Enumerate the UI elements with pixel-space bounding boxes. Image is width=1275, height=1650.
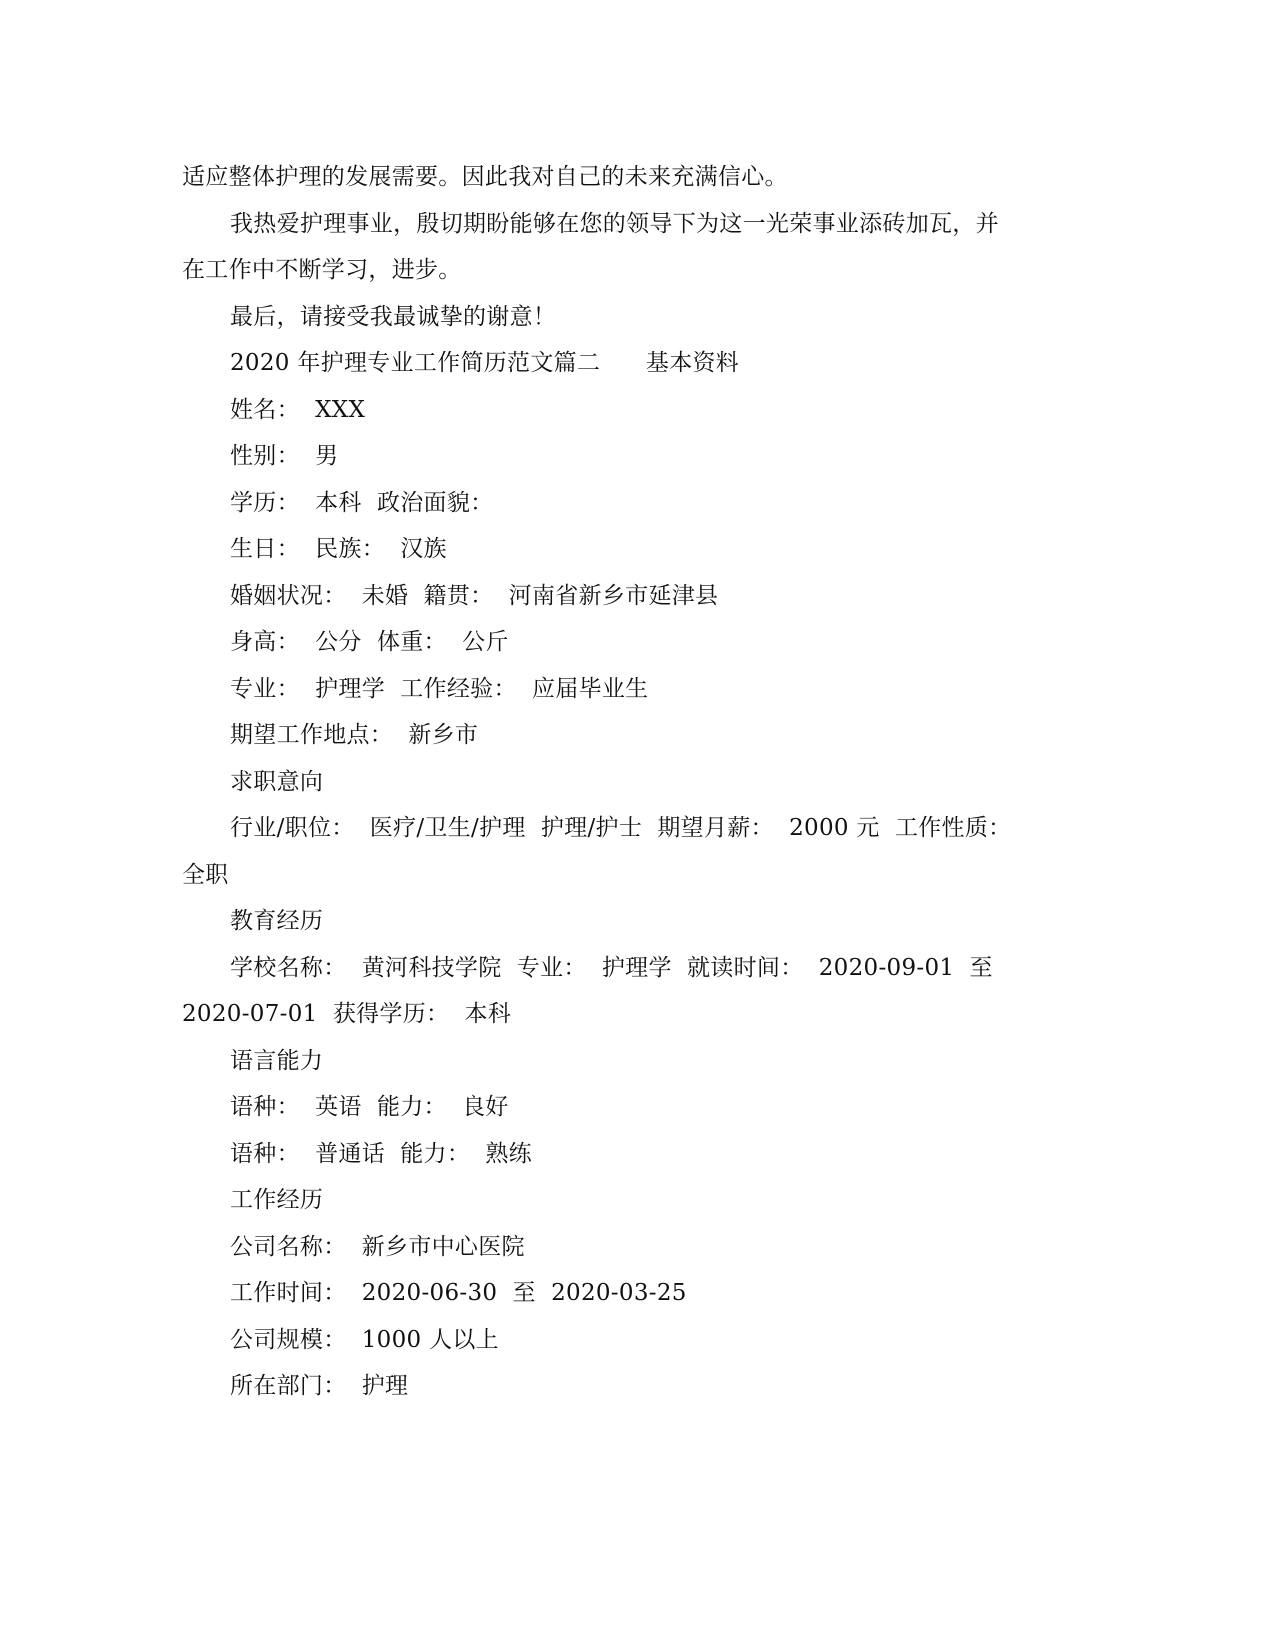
field-department: 所在部门： 护理: [230, 1373, 409, 1399]
section-heading-language: 语言能力: [230, 1047, 324, 1074]
field-work-type-value: 全职: [182, 861, 229, 888]
field-school: 学校名称： 黄河科技学院 专业： 护理学 就读时间： 2020-09-01 至: [230, 954, 993, 981]
field-gender: 性别： 男: [230, 443, 339, 469]
field-company-name: 公司名称： 新乡市中心医院: [230, 1233, 525, 1260]
field-work-location: 期望工作地点： 新乡市: [230, 722, 479, 748]
field-birthday-ethnicity: 生日： 民族： 汉族: [230, 536, 447, 562]
document-body: [182, 154, 1022, 1410]
field-work-period: 工作时间： 2020-06-30 至 2020-03-25: [230, 1280, 687, 1306]
section-heading-work-experience: 工作经历: [230, 1187, 324, 1213]
field-marital-origin: 婚姻状况： 未婚 籍贯： 河南省新乡市延津县: [230, 582, 719, 609]
section-title: 2020 年护理专业工作简历范文篇二 基本资料: [230, 350, 740, 376]
section-heading-job-intention: 求职意向: [230, 768, 324, 795]
paragraph-line: 适应整体护理的发展需要。因此我对自己的未来充满信心。: [182, 164, 788, 190]
field-education-politics: 学历： 本科 政治面貌：: [230, 489, 494, 516]
field-language-english: 语种： 英语 能力： 良好: [230, 1094, 509, 1120]
field-height-weight: 身高： 公分 体重： 公斤: [230, 629, 509, 655]
paragraph-line: 最后，请接受我最诚挚的谢意！: [230, 303, 557, 330]
paragraph-line: 在工作中不断学习，进步。: [182, 257, 462, 283]
section-heading-education: 教育经历: [230, 908, 324, 934]
field-major-experience: 专业： 护理学 工作经验： 应届毕业生: [230, 675, 649, 702]
field-company-size: 公司规模： 1000 人以上: [230, 1326, 499, 1353]
field-school-continued: 2020-07-01 获得学历： 本科: [182, 1001, 512, 1027]
field-industry-position: 行业/职位： 医疗/卫生/护理 护理/护士 期望月薪： 2000 元 工作性质：: [230, 815, 1012, 841]
paragraph-line: 我热爱护理事业，殷切期盼能够在您的领导下为这一光荣事业添砖加瓦，并: [230, 210, 999, 237]
field-language-mandarin: 语种： 普通话 能力： 熟练: [230, 1140, 532, 1167]
field-name: 姓名： XXX: [230, 396, 366, 423]
